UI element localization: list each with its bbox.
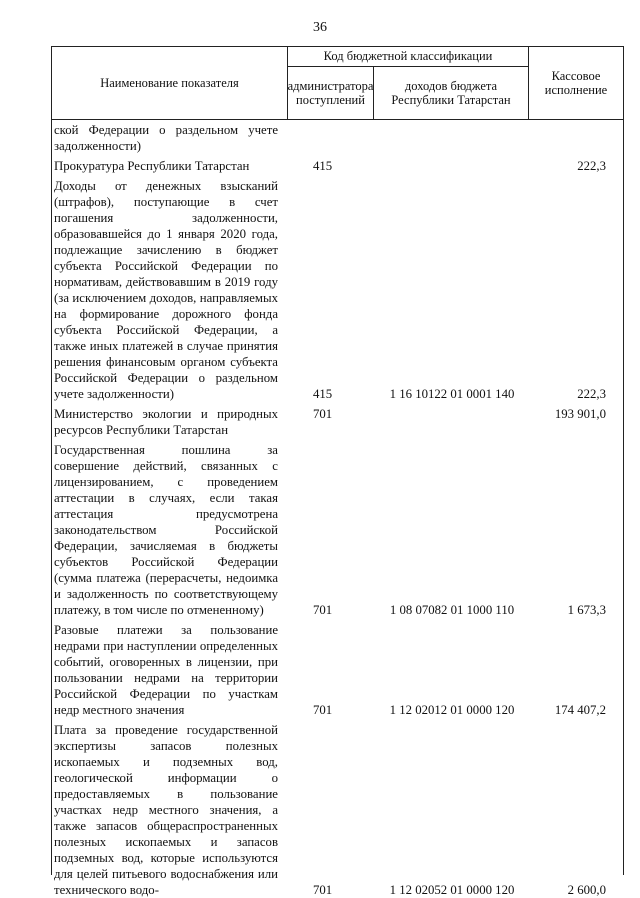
row-description: Прокуратура Республики Татарстан bbox=[54, 159, 250, 173]
table-row bbox=[51, 722, 624, 898]
row-description: Министерство экологии и природных ресурсов Республики Татарстан bbox=[54, 407, 278, 437]
table-row bbox=[51, 622, 624, 718]
row-amount: 174 407,2 bbox=[554, 703, 606, 717]
row-description: ской Федерации о раздельном учете задолженности) bbox=[54, 123, 278, 153]
row-admin-code: 701 bbox=[313, 603, 333, 617]
row-admin-code: 701 bbox=[313, 883, 333, 897]
header-income-column: доходов бюджета Республики Татарстан bbox=[374, 67, 529, 119]
header-admin-column: администратора поступлений bbox=[288, 67, 374, 119]
table-header bbox=[51, 46, 624, 120]
table-row bbox=[51, 406, 624, 438]
table-row bbox=[51, 178, 624, 402]
row-description: Государственная пошлина за совершение действий, связанных с лицензированием, с проведением аттестации в случаях, если такая аттестация предусмотрена законодательством Российской Федерации, зачисляемая в бюджеты субъектов Российской Федерации (сумма платежа (перерасчеты, недоимка и задолженность по соответствующему платежу, в том числе по отмененному) bbox=[54, 443, 278, 617]
table-row bbox=[51, 158, 624, 174]
header-cash-column: Кассовое исполнение bbox=[544, 68, 608, 97]
row-amount: 222,3 bbox=[577, 387, 606, 401]
row-admin-code: 415 bbox=[313, 159, 333, 173]
row-amount: 2 600,0 bbox=[567, 883, 606, 897]
row-income-code: 1 16 10122 01 0001 140 bbox=[389, 387, 515, 401]
row-admin-code: 701 bbox=[313, 703, 333, 717]
row-amount: 193 901,0 bbox=[554, 407, 606, 421]
row-admin-code: 701 bbox=[313, 407, 333, 421]
table-body bbox=[51, 122, 624, 898]
page-number: 36 bbox=[313, 20, 327, 35]
row-description: Разовые платежи за пользование недрами при наступлении определенных событий, оговоренных в лицензии, при пользовании недрами на территории Российской Федерации по участкам недр местного значения bbox=[54, 623, 278, 717]
row-admin-code: 415 bbox=[313, 387, 333, 401]
table-row bbox=[51, 442, 624, 618]
row-description: Доходы от денежных взысканий (штрафов), поступающие в счет погашения задолженности, образовавшейся до 1 января 2020 года, подлежащие зачислению в бюджет субъекта Российской Федерации по нормативам, действовавшим в 2019 году (за исключением доходов, направляемых на формирование дорожного фонда субъекта Российской Федерации, а также иных платежей в случае принятия решения финансовым органом субъекта Российской Федерации о раздельном учете задолженности) bbox=[54, 179, 278, 401]
row-income-code: 1 08 07082 01 1000 110 bbox=[389, 603, 515, 617]
header-name-column: Наименование показателя bbox=[52, 47, 288, 119]
row-amount: 1 673,3 bbox=[567, 603, 606, 617]
row-amount: 222,3 bbox=[577, 159, 606, 173]
table-row bbox=[51, 122, 624, 154]
row-income-code: 1 12 02052 01 0000 120 bbox=[389, 883, 515, 897]
header-code-group: Код бюджетной классификации bbox=[288, 47, 529, 67]
row-description: Плата за проведение государственной экспертизы запасов полезных ископаемых и подземных вод, геологической информации о предоставляемых в пользование участках недр местного значения, а также запасов общераспространенных полезных ископаемых и запасов подземных вод, которые используются для целей питьевого водоснабжения или технического водо- bbox=[54, 723, 278, 897]
row-income-code: 1 12 02012 01 0000 120 bbox=[389, 703, 515, 717]
